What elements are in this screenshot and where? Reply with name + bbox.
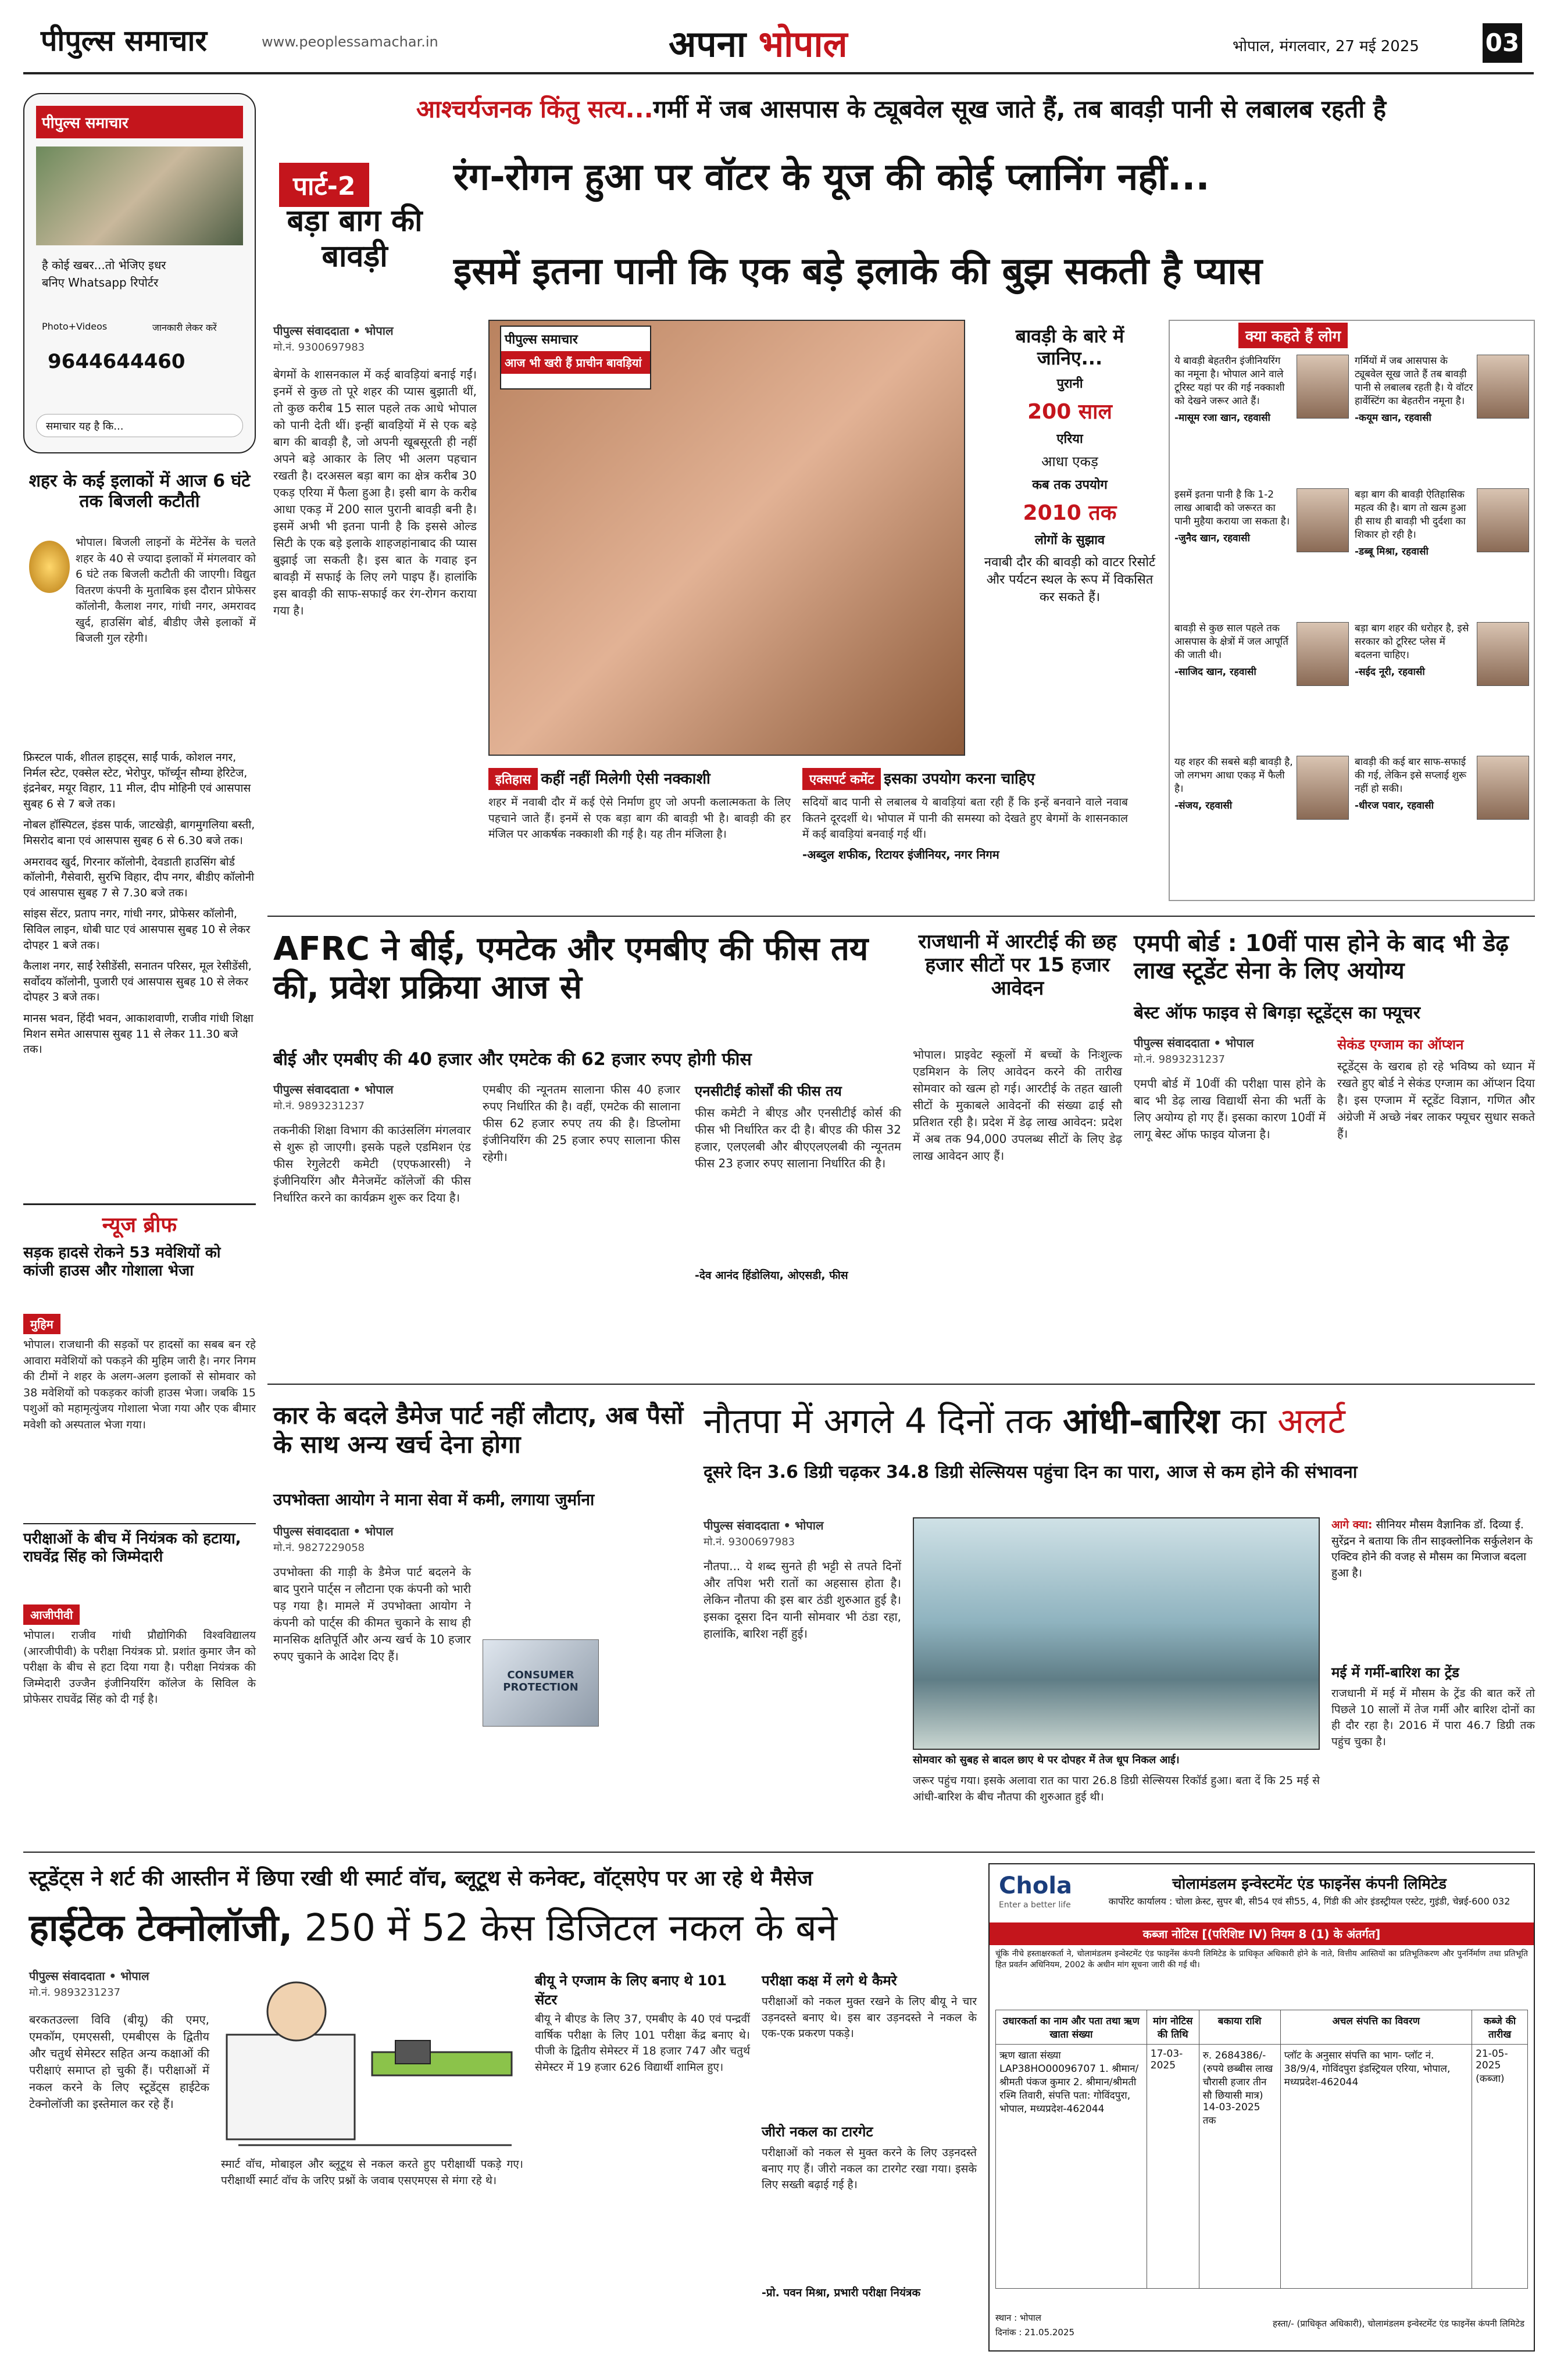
power-list (23, 750, 256, 1063)
afrc-name: -देव आनंद हिंडोलिया, ओएसडी, फीस (695, 1269, 848, 1282)
afrc-sub-2: एनसीटीई कोर्सों की फीस तय (695, 1083, 842, 1099)
cheating-body-3: बीयू ने बीएड के लिए 37, एमबीए के 40 एवं पन्द्रवीं वार्षिक परीक्षा के लिए 101 परीक्षा केंद्र बनाए थे। पीजी के द्वितीय सेमेस्टर में 18 हजार 747 और चतुर्थ सेमेस्टर में 19 हजार 626 विद्यार्थी शामिल हुए। (535, 2013, 750, 2074)
top-kicker (267, 92, 1535, 125)
quote-name: -डब्बू मिश्रा, रहवासी (1355, 545, 1429, 558)
cartoon (221, 1971, 523, 2151)
quote (1355, 622, 1529, 686)
power-item: फ्रिस्टल पार्क, शीतल हाइट्स, साईं पार्क, कोशल नगर, निर्मल स्टेट, एक्सेल स्टेट, भेरोपुर, फॉर्च्यून सौम्या हेरिटेज, इंद्रनेबर, मयूर विहार, 11 मील, दीप मोहिनी एवं आसपास सुबह 6 से 7 बजे तक। (23, 751, 251, 810)
cell-property: प्लॉट के अनुसार संपत्ति का भाग- प्लॉट नं. 38/9/4, गोविंदपुरा इंडस्ट्रियल एरिया, भोपाल, मध्यप्रदेश-462044 (1280, 2045, 1472, 2289)
brief-headline-2: परीक्षाओं के बीच में नियंत्रक को हटाया, राघवेंद्र सिंह को जिम्मेदारी (23, 1523, 256, 1566)
power-headline: शहर के कई इलाकों में आज 6 घंटे तक बिजली कटौती (28, 471, 251, 512)
afrc-byline: पीपुल्स संवाददाता • भोपाल (273, 1082, 394, 1096)
cell-amount: रु. 2684386/- (रुपये छब्बीस लाख चौरासी हजार तीन सौ छियासी मात्र) 14-03-2025 तक (1199, 2045, 1280, 2289)
photo-badge (500, 326, 651, 389)
person-photo (1297, 355, 1349, 419)
weather-headline (703, 1401, 1535, 1442)
weather-headline-d: अलर्ट (1277, 1401, 1345, 1442)
page-number: 03 (1483, 23, 1522, 63)
website[interactable]: www.peoplessamachar.in (262, 34, 438, 50)
power-item: सांइस सेंटर, प्रताप नगर, गांधी नगर, प्रोफेसर कॉलोनी, सिविल लाइन, धोबी घाट एवं आसपास सुबह 10 से लेकर दोपहर 1 बजे तक। (23, 907, 251, 952)
brief-tag-2: आजीपीवी (23, 1604, 80, 1625)
brief-body-2: भोपाल। राजीव गांधी प्रौद्योगिकी विश्वविद्यालय (आरजीपीवी) के परीक्षा नियंत्रक प्रो. प्रशांत कुमार जैन को परीक्षा के बीच से हटा दिया गया है। परीक्षा नियंत्रक की जिम्मेदारी उज्जैन इंजीनियरिंग कॉलेज के सिविल के प्रोफेसर राघवेंद्र सिंह को दी गई है। (23, 1629, 256, 1706)
consumer-mobile: मो.नं. 9827229058 (273, 1542, 365, 1554)
brand-logo: पीपुल्स समाचार (41, 24, 207, 58)
col-names: उधारकर्ता का नाम और पता तथा ऋण खाता संख्या (996, 2010, 1147, 2045)
promo-photo (36, 146, 243, 245)
aage-text: सीनियर मौसम वैज्ञानिक डॉ. दिव्या ई. सुरेंद्रन ने बताया कि तीन साइक्लोनिक सर्कुलेशन के एक्टिव होने की वजह से मौसम का मिजाज बदला हुआ है। (1331, 1518, 1533, 1579)
quote (1355, 756, 1529, 820)
history-body: शहर में नवाबी दौर में कई ऐसे निर्माण हुए जो अपनी कलात्मकता के लिए पहचाने जाते हैं। इनमें से एक बड़ा बाग की बावड़ी भी है। बावड़ी की हर मंजिल पर आकर्षक नक्काशी की गई है। यह तीन मंजिला है। (488, 796, 791, 841)
cheating-name: -प्रो. पवन मिश्रा, प्रभारी परीक्षा नियंत्रक (762, 2286, 921, 2299)
fact-age-label: पुरानी (1056, 376, 1083, 391)
photo-caption: सोमवार को सुबह से बादल छाए थे पर दोपहर में तेज धूप निकल आई। (913, 1754, 1180, 1766)
ad-table (995, 2010, 1528, 2289)
cheating-headline-b: 250 में 52 केस डिजिटल नकल के बने (292, 1907, 838, 1950)
expert-name: -अब्दुल शफीक, रिटायर इंजीनियर, नगर निगम (802, 847, 999, 862)
top-mobile: मो.नं. 9300697983 (273, 341, 365, 353)
promo-chat: समाचार यह है कि... (36, 414, 243, 437)
promo-line1: है कोई खबर...तो भेजिए इधर (42, 258, 166, 272)
kicker-rest: गर्मी में जब आसपास के ट्यूबवेल सूख जाते हैं, तब बावड़ी पानी से लबालब रहती है (653, 95, 1387, 123)
quote-text: बावड़ी की कई बार साफ-सफाई की गई, लेकिन इसे सप्लाई शुरू नहीं हो सकी। (1355, 756, 1467, 795)
ad-date: दिनांक : 21.05.2025 (995, 2327, 1075, 2338)
quote-text: यह शहर की सबसे बड़ी बावड़ी है, जो लगभग आधा एकड़ में फैली है। (1174, 756, 1293, 795)
promo-line2: बनिए Whatsapp रिपोर्टर (42, 276, 159, 290)
consumer-headline: कार के बदले डैमेज पार्ट नहीं लौटाए, अब पैसों के साथ अन्य खर्च देना होगा (273, 1401, 684, 1459)
series-title: बड़ा बाग की बावड़ी (287, 203, 423, 274)
quote (1174, 756, 1349, 820)
mpboard-body: एमपी बोर्ड में 10वीं की परीक्षा पास होने के बाद भी डेढ़ लाख विद्यार्थी सेना की भर्ती के लिए अयोग्य हो गए हैं। इसका कारण 10वीं में लागू बेस्ट ऑफ फाइव योजना है। (1134, 1077, 1326, 1141)
quote (1174, 488, 1349, 552)
quote-name: -साजिद खान, रहवासी (1174, 666, 1256, 678)
weather-body-2: जरूर पहुंच गया। इसके अलावा रात का पारा 26.8 डिग्री सेल्सियस रिकॉर्ड हुआ। बता दें कि 25 मई से आंधी-बारिश के बीच नौतपा की शुरुआत हुई थी। (913, 1774, 1320, 1803)
trend-body: राजधानी में मई में मौसम के ट्रेंड की बात करें तो पिछले 10 सालों में तेज गर्मी और बारिश दोनों का ही दौर रहा है। 2016 में पारा 46.7 डिग्री तक पहुंच चुका है। (1331, 1687, 1535, 1748)
quote-text: बावड़ी से कुछ साल पहले तक आसपास के क्षेत्रों में जल आपूर्ति की जाती थी। (1174, 623, 1288, 661)
facts-box (983, 326, 1157, 610)
person-photo (1477, 756, 1529, 820)
facts-title: बावड़ी के बारे में जानिए... (1015, 325, 1124, 369)
afrc-sub: बीई और एमबीए की 40 हजार और एमटेक की 62 हजार रुपए होगी फीस (273, 1049, 752, 1070)
dateline: भोपाल, मंगलवार, 27 मई 2025 (1233, 38, 1419, 55)
promo-label1: Photo+Videos (42, 321, 108, 332)
page-title (669, 19, 848, 67)
quote-text: इसमें इतना पानी है कि 1-2 लाख आबादी को जरूरत का पानी मुहैया कराया जा सकता है। (1174, 489, 1290, 527)
table-row (996, 2045, 1528, 2289)
divider (267, 1384, 1535, 1385)
cheating-headline-a: हाईटेक टेक्नोलॉजी, (29, 1907, 293, 1950)
mpboard-byline: पीपुल्स संवाददाता • भोपाल (1134, 1036, 1254, 1050)
person-photo (1477, 488, 1529, 552)
news-brief-label: न्यूज ब्रीफ (23, 1203, 256, 1238)
top-body: बेगमों के शासनकाल में कई बावड़ियां बनाई गईं। इनमें से कुछ तो पूरे शहर की प्यास बुझाती थीं, तो कुछ करीब 15 साल पहले तक आधे भोपाल को पानी देती थीं। इन्हीं बावड़ियों में से एक बड़े बाग की बावड़ी है, जो अपनी खूबसूरती ही नहीं अपने बड़े आकार के लिए भी अलग पहचान रखती है। दरअसल बड़ा बाग का क्षेत्र करीब 30 एकड़ एरिया में फैला हुआ है। इसी बाग के करीब आधा एकड़ में 200 साल पुरानी बावड़ी बनी है। इसमें अभी भी इतना पानी है कि इससे ओल्ड सिटी के एक बड़े इलाके शाहजहांनाबाद की प्यास बुझाई जा सकती है। इस बात के गवाह इन बावड़ी में सफाई के लिए लगे पाइप हैं। हालांकि इस बावड़ी की साफ-सफाई कर रंग-रोगन कराया गया है। (273, 367, 477, 617)
afrc-body-3: फीस कमेटी ने बीएड और एनसीटीई कोर्स की फीस भी निर्धारित कर दी है। बीएड की फीस 32 हजार, एलएलबी और बीएएलएलबी की न्यूनतम फीस 23 हजार रुपए सालाना निर्धारित की है। (695, 1106, 901, 1170)
mpboard-headline: एमपी बोर्ड : 10वीं पास होने के बाद भी डेढ़ लाख स्टूडेंट सेना के लिए अयोग्य (1134, 930, 1509, 985)
ad-address: कार्पोरेट कार्यालय : चोला क्रेस्ट, सुपर बी, सी54 एवं सी55, 4, गिंडी की ओर इंडस्ट्रीयल एस्टेट, गुइंडी, चेन्नई-600 032 (1108, 1896, 1510, 1907)
divider (267, 916, 1535, 917)
afrc-body-2: एमबीए की न्यूनतम सालाना फीस 40 हजार रुपए निर्धारित की है। वहीं, एमटेक की सालाना फीस 62 हजार रुपए तय की है। डिप्लोमा इंजीनियरिंग की 25 हजार रुपए सालाना फीस रहेगी। (483, 1082, 680, 1164)
mpboard-body-2: स्टूडेंट्स के खराब हो रहे भविष्य को ध्यान में रखते हुए बोर्ड ने सेकंड एग्जाम का ऑप्शन दिया है। इस एग्जाम में स्टूडेंट विज्ञान, गणित और अंग्रेजी में अच्छे नंबर लाकर फ्यूचर सुधार सकते हैं। (1337, 1059, 1535, 1141)
weather-aage (1331, 1517, 1535, 1581)
kicker-red: आश्चर्यजनक किंतु सत्य... (416, 95, 653, 123)
cheating-body-5: परीक्षाओं को नकल से मुक्त करने के लिए उड़नदस्ते बनाए गए हैं। जीरो नकल का टारगेट रखा गया। इसके लिए सख्ती बढ़ाई गई है। (762, 2146, 977, 2192)
expert-label: एक्सपर्ट कमेंट (802, 768, 881, 790)
person-photo (1477, 622, 1529, 686)
person-photo (1297, 756, 1349, 820)
fact-age: 200 साल (1027, 399, 1112, 424)
mpboard-sub: बेस्ट ऑफ फाइव से बिगड़ा स्टूडेंट्स का फ्यूचर (1134, 1003, 1420, 1023)
fact-area: आधा एकड़ (1041, 453, 1098, 470)
afrc-body-1: तकनीकी शिक्षा विभाग की काउंसलिंग मंगलवार से शुरू हो जाएगी। इसके पहले एडमिशन एंड फीस रेगुलेटरी कमेटी (एएफआरसी) ने इंजीनियरिंग और मैनेजमेंट कॉलेजों की फीस निर्धारित करने का कार्यक्रम शुरू कर दिया है। (273, 1123, 471, 1205)
ad-tagline: Enter a better life (999, 1900, 1071, 1910)
history-title: कहीं नहीं मिलेगी ऐसी नक्काशी (541, 770, 710, 788)
ad-place: स्थान : भोपाल (995, 2313, 1041, 2323)
promo-label2: जानकारी लेकर करें (152, 322, 217, 333)
brief-body-1: भोपाल। राजधानी की सड़कों पर हादसों का सबब बन रहे आवारा मवेशियों को पकड़ने की मुहिम जारी है। नगर निगम की टीमों ने शहर के अलग-अलग इलाकों से सोमवार को 38 मवेशियों को पकड़कर कांजी हाउस भेजा। जबकि 15 पशुओं को महामृत्युंजय गोशाला भेजा गया और एक बीमार मवेशी को अस्पताल भेजा गया। (23, 1338, 256, 1431)
promo-brand: पीपुल्स समाचार (36, 106, 243, 138)
quote-name: -मासूम रजा खान, रहवासी (1174, 412, 1270, 424)
power-item: अमरावद खुर्द, गिरनार कॉलोनी, देवडाती हाउसिंग बोर्ड कॉलोनी, गैसेवारी, सुरभि विहार, दीप नगर, बीडीए कॉलोनी एवं आसपास सुबह 7 से 7.30 बजे तक। (23, 855, 255, 899)
fact-until-label: कब तक उपयोग (1032, 477, 1108, 492)
lake-photo (913, 1517, 1320, 1750)
ad-notice: कब्जा नोटिस [(परिशिष्ट IV) नियम 8 (1) के अंतर्गत] (990, 1922, 1534, 1945)
bulb-icon (29, 541, 70, 593)
quote-name: -धीरज पवार, रहवासी (1355, 799, 1434, 812)
quote-name: -जुनैद खान, रहवासी (1174, 532, 1250, 544)
mpboard-sub-2: सेकंड एग्जाम का ऑप्शन (1337, 1037, 1464, 1053)
col-property: अचल संपत्ति का विवरण (1280, 2010, 1472, 2045)
cheating-mobile: मो.नं. 9893231237 (29, 1986, 121, 1999)
title-main: अपना (669, 23, 759, 65)
whatsapp-promo (23, 93, 256, 453)
expert-body: सदियों बाद पानी से लबालब ये बावड़ियां बता रही हैं कि इन्हें बनवाने वाले नवाब कितने दूरदर्शी थे। भोपाल में पानी की समस्या को देखते हुए बेगमों के शासनकाल में कई बावड़ियां बनवाई गई थीं। (802, 796, 1128, 841)
quote (1355, 488, 1529, 558)
top-headline-2: इसमें इतना पानी कि एक बड़े इलाके की बुझ सकती है प्यास (453, 250, 1263, 293)
title-red: भोपाल (758, 23, 848, 65)
quote-text: बड़ा बाग की बावड़ी ऐतिहासिक महत्व की है। बाग तो खत्म हुआ ही साथ ही बावड़ी भी दुर्दशा का शिकार हो रही है। (1355, 489, 1466, 541)
quote-text: गर्मियों में जब आसपास के ट्यूबवेल सूख जाते हैं तब बावड़ी पानी से लबालब रहती है। ये वॉटर हार्वेस्टिंग का बेहतरीन नमूना है। (1355, 355, 1473, 407)
power-item: नोबल हॉस्पिटल, इंडस पार्क, जाटखेड़ी, बागमुगलिया बस्ती, मिसरोद बाना एवं आसपास सुबह 6 से 6.30 बजे तक। (23, 819, 255, 847)
brief-headline-1: सड़क हादसे रोकने 53 मवेशियों को कांजी हाउस और गोशाला भेजा (23, 1244, 221, 1280)
weather-headline-c: का (1219, 1401, 1278, 1442)
ad-sign: हस्ता/- (प्राधिकृत अधिकारी), चोलामंडलम इन्वेस्टमेंट एंड फाइनेंस कंपनी लिमिटेड (1273, 2318, 1524, 2329)
consumer-image: CONSUMER PROTECTION (483, 1639, 599, 1727)
quote-text: बड़ा बाग शहर की धरोहर है, इसे सरकार को टूरिस्ट प्लेस में बदलना चाहिए। (1355, 623, 1469, 661)
expert-title: इसका उपयोग करना चाहिए (884, 770, 1035, 788)
col-amount: बकाया राशि (1199, 2010, 1280, 2045)
rte-headline: राजधानी में आरटीई की छह हजार सीटों पर 15 हजार आवेदन (918, 930, 1117, 1000)
consumer-body: उपभोक्ता की गाड़ी के डैमेज पार्ट बदलने के बाद पुराने पार्ट्स न लौटाना एक कंपनी को भारी पड़ गया है। मामले में उपभोक्ता आयोग ने कंपनी को पार्ट्स की कीमत चुकाने के साथ ही मानसिक क्षतिपूर्ति और अन्य खर्च के 10 हजार रुपए चुकाने के आदेश दिए हैं। (273, 1565, 471, 1663)
weather-byline: पीपुल्स संवाददाता • भोपाल (703, 1518, 824, 1532)
mpboard-mobile: मो.नं. 9893231237 (1134, 1053, 1226, 1066)
quote (1174, 355, 1349, 424)
cartoon-illustration (221, 1971, 523, 2151)
weather-body: नौतपा... ये शब्द सुनते ही भट्टी से तपते दिनों और तपिश भरी रातों का अहसास होता है। लेकिन नौतपा की इस बार ठंडी शुरुआत हुई है। इसका दूसरा दिन यानी सोमवार भी ठंडा रहा, हालांकि, बारिश नहीं हुई। (703, 1559, 901, 1641)
history-box (488, 767, 791, 843)
quote (1355, 355, 1529, 424)
fact-suggest: नवाबी दौर की बावड़ी को वाटर रिसोर्ट और पर्यटन स्थल के रूप में विकसित कर सकते हैं। (984, 555, 1156, 605)
photo-badge-brand: पीपुल्स समाचार (505, 333, 578, 347)
power-item: कैलाश नगर, साईं रेसीडेंसी, सनातन परिसर, मूल रेसीडेंसी, सर्वोदय कॉलोनी, पुजारी एवं आसपास सुबह 10 से लेकर दोपहर 3 बजे तक। (23, 960, 252, 1004)
brief-tag-1: मुहिम (23, 1314, 60, 1334)
quote-name: -सईद नूरी, रहवासी (1355, 666, 1425, 678)
power-item: मानस भवन, हिंदी भवन, आकाशवाणी, राजीव गांधी शिक्षा मिशन समेत आसपास सुबह 11 से लेकर 11.30 बजे तक। (23, 1012, 253, 1056)
weather-headline-b: आंधी-बारिश (1062, 1401, 1220, 1442)
consumer-byline: पीपुल्स संवाददाता • भोपाल (273, 1524, 394, 1538)
quote-name: -कयूम खान, रहवासी (1355, 412, 1431, 424)
quote-name: -संजय, रहवासी (1174, 799, 1233, 812)
history-label: इतिहास (488, 768, 538, 790)
fact-until: 2010 तक (1023, 501, 1117, 525)
top-byline: पीपुल्स संवाददाता • भोपाल (273, 324, 394, 338)
power-body: भोपाल। बिजली लाइनों के मेंटेनेंस के चलते शहर के 40 से ज्यादा इलाकों में मंगलवार को 6 घंटे तक बिजली कटौती की जाएगी। विद्युत वितरण कंपनी के मुताबिक इस दौरान प्रोफेसर कॉलोनी, कैलाश नगर, गांधी नगर, अमरावद खुर्द, हाउसिंग बोर्ड, बीडीए जैसे इलाकों में बिजली गुल रहेगी। (76, 536, 256, 645)
trend-label: मई में गर्मी-बारिश का ट्रेंड (1331, 1664, 1459, 1681)
chola-ad (988, 1863, 1535, 2352)
ad-company: चोलामंडलम इन्वेस्टमेंट एंड फाइनेंस कंपनी लिमिटेड (1172, 1875, 1447, 1893)
top-headline-1: रंग-रोगन हुआ पर वॉटर के यूज की कोई प्लानिंग नहीं... (453, 156, 1210, 199)
cheating-sub-3: जीरो नकल का टारगेट (762, 2124, 873, 2140)
rte-body: भोपाल। प्राइवेट स्कूलों में बच्चों के निःशुल्क एडमिशन के लिए आवेदन करने की तारीख सोमवार को खत्म हो गई। आरटीई के तहत खाली सीटों के मुकाबले आवेदनों की संख्या ढाई सौ प्रतिशत रही है। प्रदेश में डेढ़ लाख आवेदन: प्रदेश में अब तक 94,000 उपलब्ध सीटों के लिए डेढ़ लाख आवेदन आए हैं। (913, 1048, 1122, 1163)
part-tag: पार्ट-2 (279, 163, 369, 207)
col-possession: कब्जे की तारीख (1472, 2010, 1528, 2045)
afrc-headline: AFRC ने बीई, एमटेक और एमबीए की फीस तय की, प्रवेश प्रक्रिया आज से (273, 930, 869, 1007)
cell-date: 17-03-2025 (1147, 2045, 1199, 2289)
person-photo (1297, 622, 1349, 686)
expert-box (802, 767, 1128, 862)
cheating-sub-2: परीक्षा कक्ष में लगे थे कैमरे (762, 1972, 897, 1989)
cheating-kicker: स्टूडेंट्स ने शर्ट की आस्तीन में छिपा रखी थी स्मार्ट वॉच, ब्लूटूथ से कनेक्ट, वॉट्सऐप पर आ रहे थे मैसेज (29, 1867, 813, 1891)
cheating-body: बरकतउल्ला विवि (बीयू) की एमए, एमकॉम, एमएससी, एमबीएस के द्वितीय और चतुर्थ सेमेस्टर सहित अन्य कक्षाओं की परीक्षाएं समाप्त हो चुकी हैं। परीक्षाओं में नकल करने के लिए स्टूडेंट्स हाईटेक टेक्नोलॉजी का इस्तेमाल कर रहे हैं। (29, 2013, 209, 2111)
person-photo (1297, 488, 1349, 552)
cheating-byline: पीपुल्स संवाददाता • भोपाल (29, 1969, 149, 1983)
afrc-mobile: मो.नं. 9893231237 (273, 1100, 365, 1112)
cheating-body-4: परीक्षाओं को नकल मुक्त रखने के लिए बीयू ने चार उड़नदस्ते बनाए थे। इस बार उड़नदस्ते ने नकल के एक-एक प्रकरण पकड़े। (762, 1995, 977, 2040)
cheating-headline (29, 1907, 977, 1951)
person-photo (1477, 355, 1529, 419)
quote-text: ये बावड़ी बेहतरीन इंजीनियरिंग का नमूना है। भोपाल आने वाले टूरिस्ट यहां पर की गई नक्काशी को देखने जरूर आते हैं। (1174, 355, 1285, 407)
cell-possession: 21-05-2025 (कब्जा) (1472, 2045, 1528, 2289)
people-label: क्या कहते हैं लोग (1238, 323, 1348, 348)
ad-logo: Chola (999, 1872, 1073, 1899)
cheating-sub-1: बीयू ने एग्जाम के लिए बनाए थे 101 सेंटर (535, 1972, 727, 2008)
quote (1174, 622, 1349, 686)
fact-area-label: एरिया (1056, 431, 1083, 446)
cell-names: ऋण खाता संख्या LAP38HO00096707 1. श्रीमान/श्रीमती पंकज कुमार 2. श्रीमान/श्रीमती रश्मि तिवारी, संपत्ति पता: गोविंदपुरा, भोपाल, मध्यप्रदेश-462044 (996, 2045, 1147, 2289)
divider (23, 1852, 1535, 1853)
photo-badge-text: आज भी खरी हैं प्राचीन बावड़ियां (501, 351, 650, 374)
col-date: मांग नोटिस की तिथि (1147, 2010, 1199, 2045)
weather-mobile: मो.नं. 9300697983 (703, 1536, 795, 1548)
ad-text: चूंकि नीचे हस्ताक्षरकर्ता ने, चोलामंडलम इन्वेस्टमेंट एंड फाइनेंस कंपनी लिमिटेड के प्राधिकृत अधिकारी होने के नाते, वित्तीय आस्तियों का प्रतिभूतिकरण और पुनर्निर्माण तथा प्रतिभूति हित प्रवर्तन अधिनियम, 2002 के अधीन मांग सूचना जारी की गई थी। (995, 1949, 1528, 1970)
weather-headline-a: नौतपा में अगले 4 दिनों तक (703, 1401, 1063, 1442)
promo-phone[interactable]: 9644644460 (48, 350, 185, 373)
cheating-body-2: स्मार्ट वॉच, मोबाइल और ब्लूटूथ से नकल करते हुए परीक्षार्थी पकड़े गए। परीक्षार्थी स्मार्ट वॉच के जरिए प्रश्नों के जवाब एसएमएस से मंगा रहे थे। (221, 2158, 523, 2187)
fact-suggest-label: लोगों के सुझाव (1034, 533, 1105, 548)
weather-sub: दूसरे दिन 3.6 डिग्री चढ़कर 34.8 डिग्री सेल्सियस पहुंचा दिन का पारा, आज से कम होने की संभावना (703, 1462, 1358, 1482)
aage-label: आगे क्या: (1331, 1518, 1373, 1531)
consumer-sub: उपभोक्ता आयोग ने माना सेवा में कमी, लगाया जुर्माना (273, 1490, 595, 1509)
